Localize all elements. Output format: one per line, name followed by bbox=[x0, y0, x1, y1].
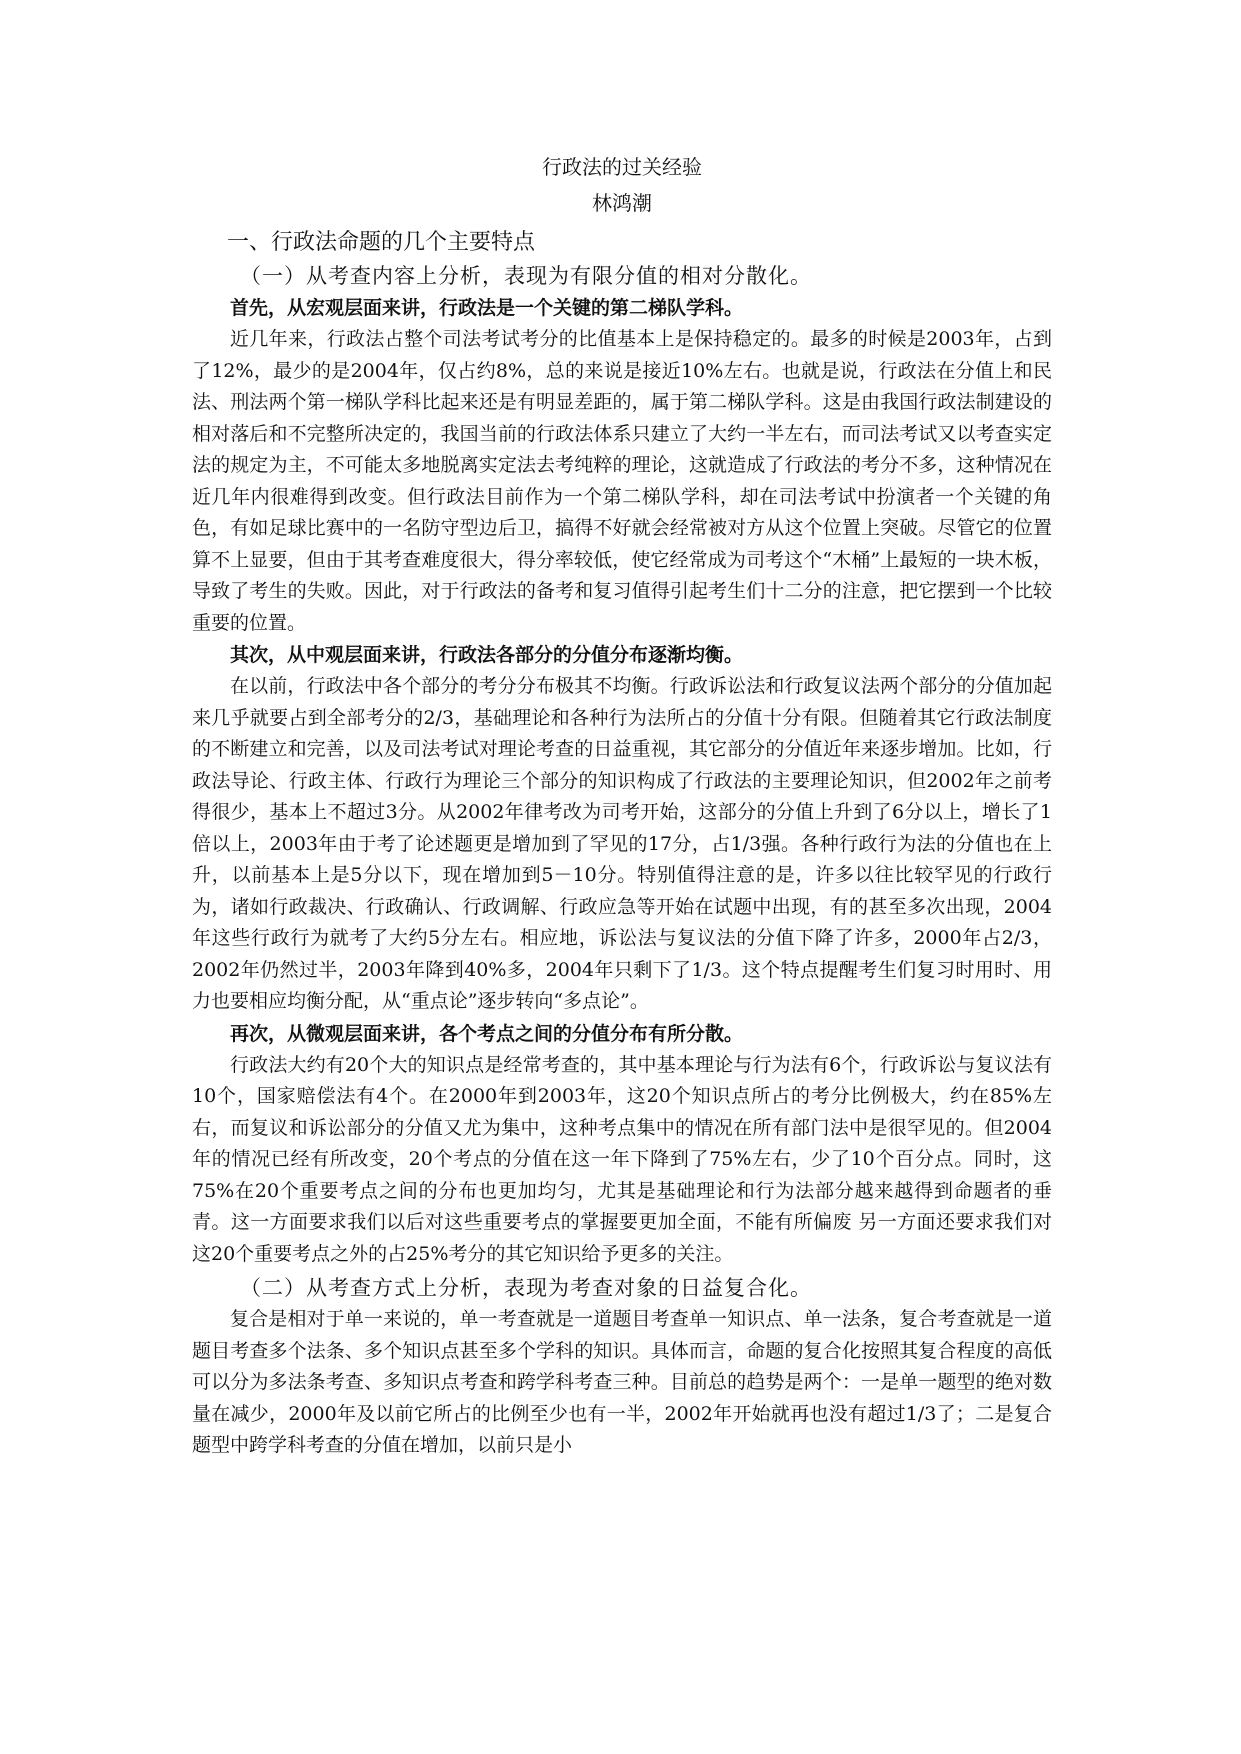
subsection-heading-1: （一）从考查内容上分析，表现为有限分值的相对分散化。 bbox=[240, 264, 812, 288]
paragraph-3: 行政法大约有20个大的知识点是经常考查的，其中基本理论与行为法有6个，行政诉讼与复议法有10个，国家赔偿法有4个。在2000年到2003年，这20个知识点所占的考分比例极大，约在85%左右，而复议和诉讼部分的分值又尤为集中，这种考点集中的情况在所有部门法中是很罕见的。但2004年的情况已经有所改变，20个考点的分值在这一年下降到了75%左右，少了10个百分点。同时，这75%在20个重要考点之间的分布也更加均匀，尤其是基础理论和行为法部分越来越得到命题者的垂青。这一方面要求我们以后对这些重要考点的掌握要更加全面，不能有所偏废 另一方面还要求我们对这20个重要考点之外的占25%考分的其它知识给予更多的关注。 bbox=[192, 1053, 1052, 1265]
document-body bbox=[192, 152, 1052, 1462]
lead-sentence-3: 再次，从微观层面来讲，各个考点之间的分值分布有所分散。 bbox=[230, 1022, 744, 1045]
subsection-heading-2: （二）从考查方式上分析，表现为考查对象的日益复合化。 bbox=[240, 1276, 812, 1300]
lead-sentence-1: 首先，从宏观层面来讲，行政法是一个关键的第二梯队学科。 bbox=[230, 297, 744, 319]
document-author: 林鸿潮 bbox=[592, 191, 652, 215]
lead-sentence-2: 其次，从中观层面来讲，行政法各部分的分值分布逐渐均衡。 bbox=[230, 644, 744, 666]
paragraph-4: 复合是相对于单一来说的，单一考查就是一道题目考查单一知识点、单一法条，复合考查就是一道题目考查多个法条、多个知识点甚至多个学科的知识。具体而言，命题的复合化按照其复合程度的高低可以分为多法条考查、多知识点考查和跨学科考查三种。目前总的趋势是两个：一是单一题型的绝对数量在减少，2000年及以前它所占的比例至少也有一半，2002年开始就再也没有超过1/3了；二是复合题型中跨学科考查的分值在增加，以前只是小 bbox=[192, 1308, 1052, 1456]
paragraph-2: 在以前，行政法中各个部分的考分分布极其不均衡。行政诉讼法和行政复议法两个部分的分值加起来几乎就要占到全部考分的2/3，基础理论和各种行为法所占的分值十分有限。但随着其它行政法制度的不断建立和完善，以及司法考试对理论考查的日益重视，其它部分的分值近年来逐步增加。比如，行政法导论、行政主体、行政行为理论三个部分的知识构成了行政法的主要理论知识，但2002年之前考得很少，基本上不超过3分。从2002年律考改为司考开始，这部分的分值上升到了6分以上，增长了1倍以上，2003年由于考了论述题更是增加到了罕见的17分，占1/3强。各种行政行为法的分值也在上升，以前基本上是5分以下，现在增加到5－10分。特别值得注意的是，许多以往比较罕见的行政行为，诸如行政裁决、行政确认、行政调解、行政应急等开始在试题中出现，有的甚至多次出现，2004年这些行政行为就考了大约5分左右。相应地，诉讼法与复议法的分值下降了许多，2000年占2/3，2002年仍然过半，2003年降到40%多，2004年只剩下了1/3。这个特点提醒考生们复习时用时、用力也要相应均衡分配，从“重点论”逐步转向“多点论”。 bbox=[192, 675, 1052, 1012]
section-heading: 一、行政法命题的几个主要特点 bbox=[227, 230, 536, 255]
document-title: 行政法的过关经验 bbox=[542, 155, 702, 179]
paragraph-1: 近几年来，行政法占整个司法考试考分的比值基本上是保持稳定的。最多的时候是2003年，占到了12%，最少的是2004年，仅占约8%，总的来说是接近10%左右。也就是说，行政法在分值上和民法、刑法两个第一梯队学科比起来还是有明显差距的，属于第二梯队学科。这是由我国行政法制建设的相对落后和不完整所决定的，我国当前的行政法体系只建立了大约一半左右，而司法考试又以考查实定法的规定为主，不可能太多地脱离实定法去考纯粹的理论，这就造成了行政法的考分不多，这种情况在近几年内很难得到改变。但行政法目前作为一个第二梯队学科，却在司法考试中扮演者一个关键的角色，有如足球比赛中的一名防守型边后卫，搞得不好就会经常被对方从这个位置上突破。尽管它的位置算不上显要，但由于其考查难度很大，得分率较低，使它经常成为司考这个“木桶”上最短的一块木板，导致了考生的失败。因此，对于行政法的备考和复习值得引起考生们十二分的注意，把它摆到一个比较重要的位置。 bbox=[192, 328, 1052, 634]
